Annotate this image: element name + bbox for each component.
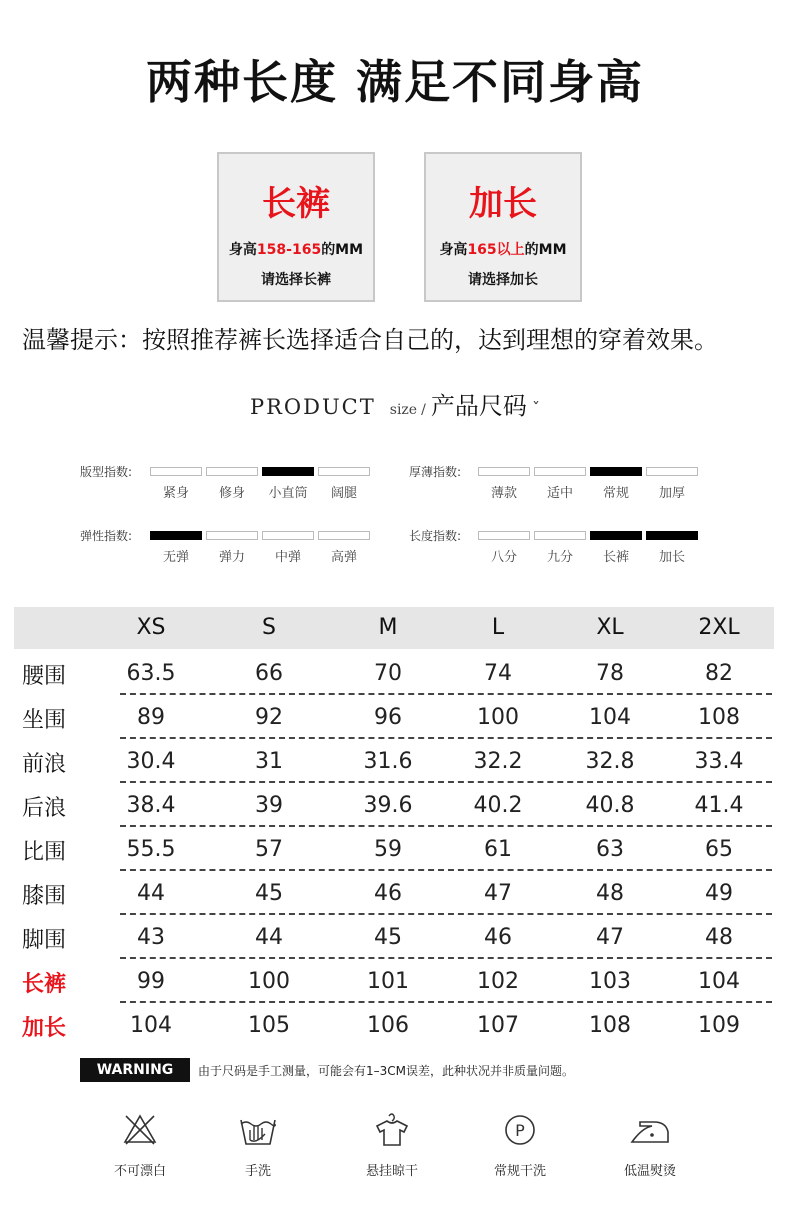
row-divider: [120, 737, 772, 739]
table-cell: 39.6: [363, 793, 413, 818]
column-header: XL: [596, 615, 624, 640]
table-cell: 30.4: [126, 749, 176, 774]
table-cell: 46: [484, 925, 512, 950]
row-label: 脚围: [22, 928, 67, 953]
product-size-heading: PRODUCT size / 产品尺码 ˇ: [249, 392, 540, 420]
table-cell: 82: [705, 661, 733, 686]
row-label: 前浪: [22, 752, 67, 777]
table-cell: 45: [255, 881, 283, 906]
table-cell: 40.8: [585, 793, 635, 818]
column-header: S: [262, 615, 276, 640]
row-divider: [120, 869, 772, 871]
index-bar: [206, 531, 258, 540]
row-label: 长裤: [22, 972, 67, 997]
column-header: M: [378, 615, 398, 640]
box-title: 加长: [469, 184, 537, 224]
index-option-label: 阔腿: [330, 486, 357, 501]
warning-badge: WARNING: [80, 1058, 190, 1082]
table-cell: 44: [255, 925, 283, 950]
table-cell: 47: [484, 881, 512, 906]
page-title: 两种长度 满足不同身高: [145, 55, 644, 109]
hang-dry-icon: [372, 1112, 412, 1148]
table-cell: 44: [137, 881, 165, 906]
index-option-label: 薄款: [490, 486, 517, 501]
table-cell: 96: [374, 705, 402, 730]
hand-wash-icon: [238, 1112, 278, 1148]
care-hang-dry: 悬挂晾干: [342, 1112, 442, 1179]
care-hand-wash: 手洗: [208, 1112, 308, 1179]
index-label: 厚薄指数:: [409, 465, 462, 479]
box-choose-line: 请选择加长: [468, 272, 538, 288]
table-cell: 78: [596, 661, 624, 686]
care-no-bleach: 不可漂白: [90, 1112, 190, 1179]
table-cell: 107: [477, 1013, 519, 1038]
index-option-label: 常规: [602, 486, 629, 501]
table-cell: 66: [255, 661, 283, 686]
chevron-down-icon: ˇ: [532, 399, 540, 418]
no-bleach-icon: [122, 1112, 158, 1148]
table-cell: 103: [589, 969, 631, 994]
index-label: 长度指数:: [409, 529, 462, 543]
table-cell: 105: [248, 1013, 290, 1038]
column-header: XS: [136, 615, 166, 640]
index-bar: [318, 531, 370, 540]
index-option-label: 加厚: [658, 486, 685, 501]
table-cell: 108: [698, 705, 740, 730]
table-cell: 108: [589, 1013, 631, 1038]
table-cell: 104: [589, 705, 631, 730]
box-height-line: 身高165以上的MM: [439, 242, 567, 258]
table-cell: 92: [255, 705, 283, 730]
table-cell: 109: [698, 1013, 740, 1038]
length-box-long: [217, 152, 375, 302]
table-cell: 31.6: [363, 749, 413, 774]
index-bar: [150, 467, 202, 476]
index-bar: [262, 467, 314, 476]
table-cell: 65: [705, 837, 733, 862]
row-label: 膝围: [22, 884, 67, 909]
row-divider: [120, 825, 772, 827]
table-cell: 100: [248, 969, 290, 994]
row-label: 比围: [22, 840, 67, 865]
row-divider: [120, 1001, 772, 1003]
table-cell: 70: [374, 661, 402, 686]
table-cell: 40.2: [473, 793, 523, 818]
table-cell: 101: [367, 969, 409, 994]
length-box-extended: [424, 152, 582, 302]
table-cell: 39: [255, 793, 283, 818]
index-bar: [590, 467, 642, 476]
row-divider: [120, 957, 772, 959]
table-cell: 57: [255, 837, 283, 862]
table-cell: 38.4: [126, 793, 176, 818]
index-option-label: 紧身: [162, 486, 189, 501]
index-bar: [318, 467, 370, 476]
table-cell: 41.4: [694, 793, 744, 818]
box-title: 长裤: [262, 184, 330, 224]
index-option-label: 长裤: [602, 550, 629, 565]
table-cell: 33.4: [694, 749, 744, 774]
index-option-label: 九分: [546, 550, 573, 565]
table-cell: 43: [137, 925, 165, 950]
index-label: 弹性指数:: [80, 529, 133, 543]
table-cell: 55.5: [126, 837, 176, 862]
table-cell: 48: [705, 925, 733, 950]
table-cell: 89: [137, 705, 165, 730]
row-divider: [120, 781, 772, 783]
index-label: 版型指数:: [80, 465, 133, 479]
row-label: 腰围: [22, 664, 67, 689]
index-bar: [646, 531, 698, 540]
table-cell: 59: [374, 837, 402, 862]
care-low-iron: 低温熨烫: [600, 1112, 700, 1179]
column-header: L: [491, 615, 505, 640]
index-bar: [206, 467, 258, 476]
table-cell: 106: [367, 1013, 409, 1038]
table-cell: 104: [130, 1013, 172, 1038]
index-bar: [478, 467, 530, 476]
table-cell: 32.2: [473, 749, 523, 774]
table-cell: 99: [137, 969, 165, 994]
table-cell: 104: [698, 969, 740, 994]
index-option-label: 高弹: [330, 550, 357, 565]
row-divider: [120, 693, 772, 695]
dry-clean-icon: [502, 1112, 538, 1148]
index-bar: [150, 531, 202, 540]
table-cell: 49: [705, 881, 733, 906]
table-cell: 48: [596, 881, 624, 906]
table-cell: 100: [477, 705, 519, 730]
row-divider: [120, 913, 772, 915]
index-bar: [262, 531, 314, 540]
index-option-label: 修身: [218, 486, 245, 501]
index-option-label: 加长: [658, 550, 685, 565]
table-cell: 45: [374, 925, 402, 950]
row-label: 加长: [22, 1016, 67, 1041]
table-cell: 32.8: [585, 749, 635, 774]
column-header: 2XL: [698, 615, 740, 640]
table-cell: 63.5: [126, 661, 176, 686]
table-cell: 46: [374, 881, 402, 906]
tip-text: 温馨提示：按照推荐裤长选择适合自己的，达到理想的穿着效果。: [22, 326, 718, 354]
row-label: 后浪: [22, 796, 67, 821]
index-bar: [590, 531, 642, 540]
row-label: 坐围: [22, 708, 67, 733]
care-dry-clean: P 常规干洗: [470, 1112, 570, 1179]
index-option-label: 弹力: [218, 550, 245, 565]
index-option-label: 中弹: [274, 550, 301, 565]
index-option-label: 八分: [490, 550, 517, 565]
low-iron-icon: [628, 1112, 672, 1148]
box-height-line: 身高158-165的MM: [228, 242, 364, 258]
index-option-label: 适中: [546, 486, 573, 501]
index-bar: [534, 531, 586, 540]
index-bar: [534, 467, 586, 476]
index-bar: [646, 467, 698, 476]
table-cell: 31: [255, 749, 283, 774]
table-cell: 47: [596, 925, 624, 950]
box-choose-line: 请选择长裤: [261, 272, 331, 288]
index-option-label: 无弹: [162, 550, 189, 565]
warning-text: 由于尺码是手工测量，可能会有1–3CM误差，此种状况并非质量问题。: [198, 1064, 575, 1078]
svg-text:P: P: [515, 1121, 525, 1140]
index-bar: [478, 531, 530, 540]
index-option-label: 小直筒: [268, 486, 308, 501]
table-cell: 74: [484, 661, 512, 686]
table-cell: 63: [596, 837, 624, 862]
table-cell: 102: [477, 969, 519, 994]
table-cell: 61: [484, 837, 512, 862]
